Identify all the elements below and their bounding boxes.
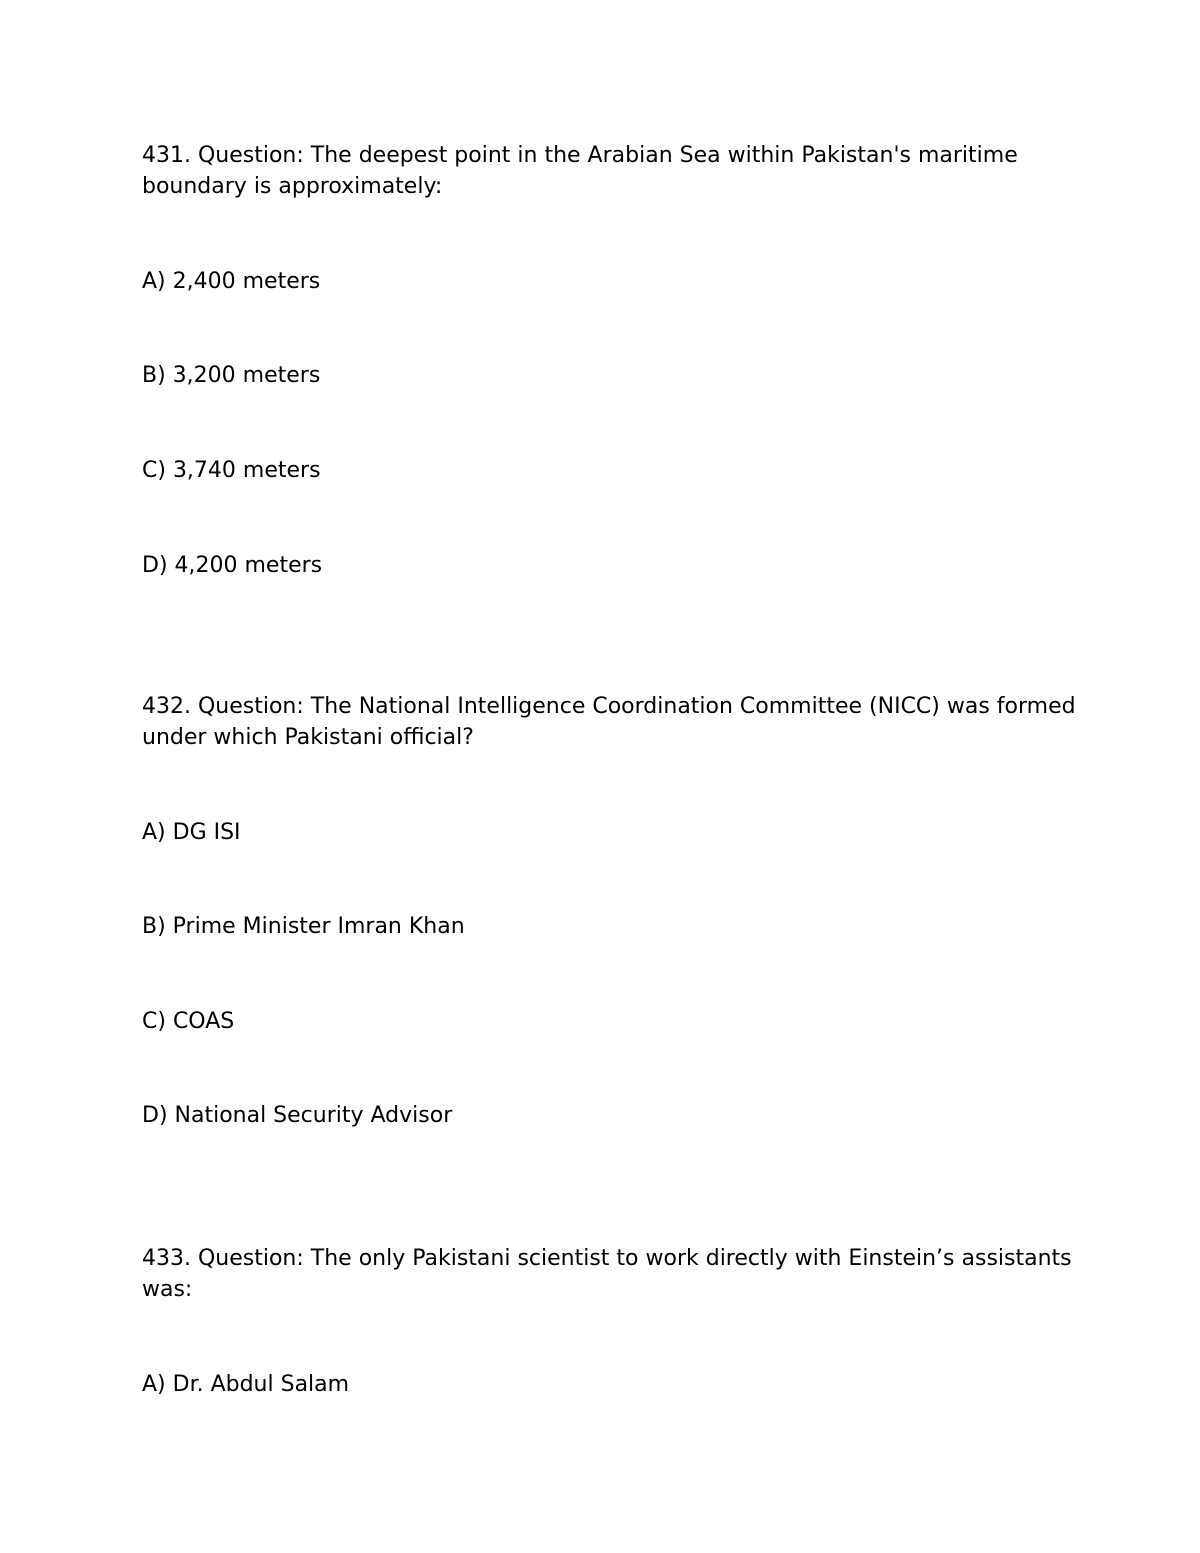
question-432: 432. Question: The National Intelligence Coordination Committee (NICC) was formed under which Pakistani official? bbox=[142, 694, 1076, 750]
option-a: A) DG ISI bbox=[142, 820, 241, 845]
option-d: D) National Security Advisor bbox=[142, 1103, 453, 1128]
question-431: 431. Question: The deepest point in the Arabian Sea within Pakistan's maritime boundary is approximately: bbox=[142, 143, 1018, 199]
option-c: C) 3,740 meters bbox=[142, 458, 321, 483]
option-b: B) 3,200 meters bbox=[142, 363, 321, 388]
option-b: B) Prime Minister Imran Khan bbox=[142, 914, 465, 939]
option-a: A) 2,400 meters bbox=[142, 269, 321, 294]
question-433: 433. Question: The only Pakistani scientist to work directly with Einstein’s assistants was: bbox=[142, 1246, 1072, 1302]
option-d: D) 4,200 meters bbox=[142, 553, 323, 578]
option-a: A) Dr. Abdul Salam bbox=[142, 1372, 350, 1397]
option-c: C) COAS bbox=[142, 1009, 235, 1034]
